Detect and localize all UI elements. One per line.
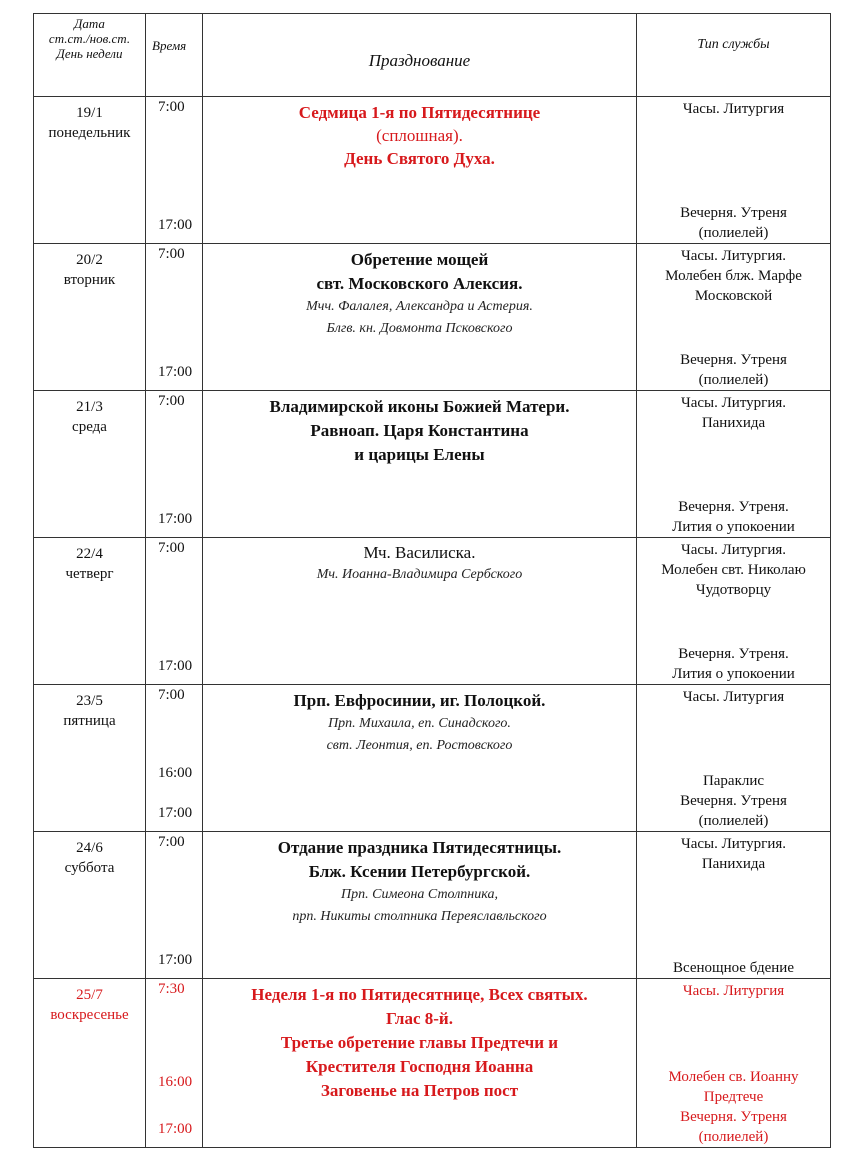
day-date-cell: [34, 832, 146, 979]
service-time: 7:30: [158, 981, 185, 997]
service-line: Часы. Литургия.: [680, 836, 787, 852]
service-type-cell: [637, 391, 831, 538]
day-row: [34, 538, 831, 685]
schedule-table: [33, 13, 831, 1148]
service-line: Молебен блж. Марфе: [665, 268, 802, 284]
day-weekday: воскресенье: [50, 1007, 129, 1023]
day-weekday: пятница: [63, 713, 116, 729]
service-block: [637, 1067, 830, 1147]
day-date: 24/6: [76, 840, 103, 856]
day-times-cell: [146, 244, 203, 391]
day-times-cell: [146, 538, 203, 685]
service-block: [637, 771, 830, 831]
service-block: [637, 687, 830, 707]
service-time: 7:00: [158, 540, 185, 556]
service-block: [637, 981, 830, 1001]
service-block: [637, 99, 830, 119]
service-block: [637, 350, 830, 390]
day-times-cell: [146, 97, 203, 244]
service-block: [637, 393, 830, 433]
celebration-line: Седмица 1-я по Пятидесятнице: [298, 103, 541, 122]
service-type-cell: [637, 97, 831, 244]
service-line: Всенощное бдение: [673, 960, 794, 976]
day-date: 25/7: [76, 987, 103, 1003]
service-line: (полиелей): [698, 225, 769, 241]
day-date-cell: [34, 97, 146, 244]
service-line: Московской: [694, 288, 773, 304]
day-times-cell: [146, 832, 203, 979]
service-time: 16:00: [158, 1074, 193, 1090]
service-line: Параклис: [702, 773, 765, 789]
day-date-cell: [34, 391, 146, 538]
service-time: 7:00: [158, 246, 185, 262]
service-line: Молебен св. Иоанну: [668, 1069, 799, 1085]
service-line: Часы. Литургия.: [680, 248, 787, 264]
celebration-line: свт. Леонтия, еп. Ростовского: [326, 738, 513, 753]
celebration-cell: [203, 832, 637, 979]
service-time: 17:00: [158, 217, 193, 233]
service-line: Вечерня. Утреня: [680, 793, 787, 809]
service-time: 17:00: [158, 658, 193, 674]
day-date-cell: [34, 538, 146, 685]
celebration-line: Крестителя Господня Иоанна: [305, 1057, 534, 1076]
day-date-cell: [34, 244, 146, 391]
celebration-line: Заговенье на Петров пост: [320, 1081, 519, 1100]
celebration-line: Глас 8-й.: [386, 1009, 453, 1028]
service-line: Вечерня. Утреня: [680, 1109, 787, 1125]
header-date-line3: День недели: [56, 46, 123, 61]
service-line: Вечерня. Утреня.: [678, 499, 789, 515]
day-row: [34, 979, 831, 1148]
service-time: 17:00: [158, 1121, 193, 1137]
celebration-line: Мч. Иоанна-Владимира Сербского: [316, 567, 523, 582]
service-type-cell: [637, 979, 831, 1148]
day-date: 19/1: [76, 105, 103, 121]
day-times-cell: [146, 979, 203, 1148]
day-row: [34, 244, 831, 391]
service-time: 16:00: [158, 765, 193, 781]
service-line: Часы. Литургия.: [680, 542, 787, 558]
day-times-cell: [146, 685, 203, 832]
service-line: Лития о упокоении: [672, 666, 795, 682]
service-line: Панихида: [701, 856, 766, 872]
service-line: Часы. Литургия: [682, 689, 785, 705]
service-line: Чудотворцу: [695, 582, 772, 598]
service-block: [637, 958, 830, 978]
service-time: 7:00: [158, 687, 185, 703]
service-line: Часы. Литургия.: [680, 395, 787, 411]
celebration-line: (сплошная).: [376, 126, 463, 145]
day-weekday: вторник: [63, 272, 116, 288]
service-line: Панихида: [701, 415, 766, 431]
service-type-cell: [637, 244, 831, 391]
service-line: Часы. Литургия: [682, 101, 785, 117]
service-block: [637, 246, 830, 306]
day-weekday: среда: [72, 419, 107, 435]
celebration-line: Неделя 1-я по Пятидесятнице, Всех святых.: [251, 985, 588, 1004]
service-time: 17:00: [158, 364, 193, 380]
celebration-line: Третье обретение главы Предтечи и: [280, 1033, 559, 1052]
service-line: (полиелей): [698, 1129, 769, 1145]
service-line: Молебен свт. Николаю: [661, 562, 806, 578]
service-time: 7:00: [158, 99, 185, 115]
celebration-cell: [203, 685, 637, 832]
celebration-line: прп. Никиты столпника Переяславльского: [292, 909, 547, 924]
service-line: (полиелей): [698, 813, 769, 829]
celebration-line: День Святого Духа.: [344, 149, 495, 168]
day-date: 21/3: [76, 399, 103, 415]
service-block: [637, 540, 830, 600]
celebration-line: Прп. Михаила, еп. Синадского.: [328, 716, 511, 731]
celebration-line: свт. Московского Алексия.: [316, 274, 523, 293]
header-row: [34, 14, 831, 97]
celebration-line: Обретение мощей: [350, 250, 489, 269]
celebration-line: Блгв. кн. Довмонта Псковского: [326, 321, 513, 336]
service-line: Часы. Литургия: [682, 983, 785, 999]
celebration-line: и царицы Елены: [354, 445, 485, 464]
service-line: (полиелей): [698, 372, 769, 388]
day-weekday: четверг: [65, 566, 114, 582]
service-time: 17:00: [158, 511, 193, 527]
service-block: [637, 834, 830, 874]
celebration-line: Прп. Симеона Столпника,: [341, 887, 498, 902]
service-line: Предтече: [703, 1089, 764, 1105]
service-type-cell: [637, 538, 831, 685]
service-type-cell: [637, 832, 831, 979]
day-date-cell: [34, 685, 146, 832]
service-type-cell: [637, 685, 831, 832]
day-date: 23/5: [76, 693, 103, 709]
celebration-line: Равноап. Царя Константина: [310, 421, 529, 440]
day-weekday: понедельник: [48, 125, 131, 141]
celebration-line: Владимирской иконы Божией Матери.: [269, 397, 570, 416]
celebration-line: Отдание праздника Пятидесятницы.: [277, 838, 562, 857]
celebration-cell: [203, 244, 637, 391]
celebration-cell: [203, 391, 637, 538]
header-celebration: Празднование: [203, 14, 637, 97]
header-date-line1: Дата: [74, 16, 105, 31]
service-line: Вечерня. Утреня: [680, 205, 787, 221]
service-block: [637, 644, 830, 684]
day-row: [34, 685, 831, 832]
day-row: [34, 97, 831, 244]
celebration-cell: [203, 979, 637, 1148]
service-block: [637, 203, 830, 243]
service-time: 17:00: [158, 952, 193, 968]
celebration-cell: [203, 97, 637, 244]
day-row: [34, 391, 831, 538]
day-row: [34, 832, 831, 979]
day-weekday: суббота: [64, 860, 115, 876]
header-date-line2: ст.ст./нов.ст.: [48, 31, 131, 46]
celebration-cell: [203, 538, 637, 685]
header-date: [34, 14, 146, 97]
celebration-line: Мч. Василиска.: [363, 543, 476, 562]
celebration-line: Прп. Евфросинии, иг. Полоцкой.: [293, 691, 546, 710]
service-line: Вечерня. Утреня: [680, 352, 787, 368]
day-date: 20/2: [76, 252, 103, 268]
service-time: 7:00: [158, 834, 185, 850]
service-time: 7:00: [158, 393, 185, 409]
service-line: Лития о упокоении: [672, 519, 795, 535]
day-date-cell: [34, 979, 146, 1148]
service-line: Вечерня. Утреня.: [678, 646, 789, 662]
celebration-line: Мчч. Фалалея, Александра и Астерия.: [306, 299, 533, 314]
header-service-type: Тип службы: [637, 14, 831, 97]
header-time: Время: [146, 14, 203, 97]
celebration-line: Блж. Ксении Петербургской.: [308, 862, 531, 881]
day-times-cell: [146, 391, 203, 538]
day-date: 22/4: [76, 546, 103, 562]
service-time: 17:00: [158, 805, 193, 821]
service-block: [637, 497, 830, 537]
